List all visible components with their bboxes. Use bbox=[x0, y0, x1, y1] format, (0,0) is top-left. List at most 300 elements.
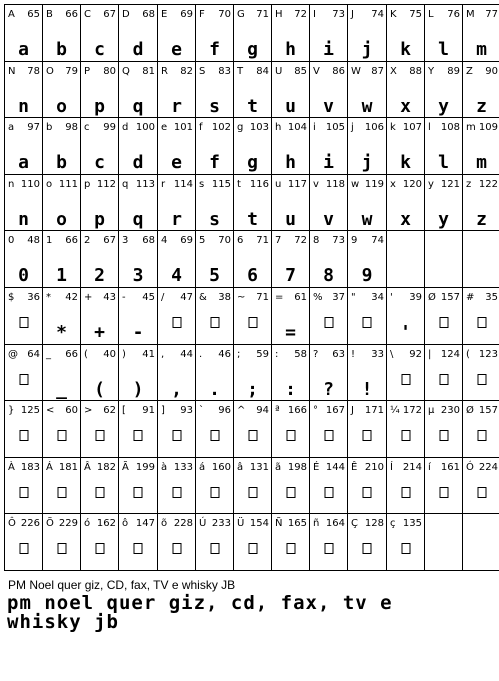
cell-char-label: Ñ bbox=[275, 518, 283, 529]
cell-glyph: z bbox=[476, 209, 487, 230]
glyph-cell bbox=[347, 400, 387, 458]
glyph-cell bbox=[347, 457, 387, 514]
missing-glyph-box bbox=[134, 487, 143, 498]
cell-char-label: ~ bbox=[237, 292, 246, 303]
cell-glyph: p bbox=[94, 209, 105, 230]
cell-code-label: 64 bbox=[27, 349, 40, 360]
cell-code-label: 89 bbox=[447, 66, 460, 77]
glyph-cell bbox=[4, 174, 43, 231]
cell-glyph: 9 bbox=[361, 265, 373, 286]
cell-char-label: _ bbox=[46, 349, 51, 360]
cell-glyph: j bbox=[361, 152, 373, 173]
cell-code-label: 106 bbox=[364, 122, 384, 133]
cell-char-label: " bbox=[351, 292, 356, 303]
cell-glyph: z bbox=[476, 96, 487, 117]
missing-glyph-box bbox=[57, 487, 66, 498]
glyph-cell bbox=[233, 174, 272, 231]
glyph-cell bbox=[386, 457, 425, 514]
cell-char-label: 5 bbox=[199, 235, 206, 246]
cell-code-label: 199 bbox=[135, 462, 155, 473]
glyph-cell bbox=[118, 230, 158, 288]
cell-char-label: ã bbox=[275, 462, 282, 473]
missing-glyph-box bbox=[210, 317, 219, 328]
cell-char-label: W bbox=[351, 66, 361, 77]
missing-glyph-box bbox=[286, 487, 295, 498]
cell-char-label: e bbox=[161, 122, 168, 133]
cell-glyph: + bbox=[94, 322, 105, 343]
cell-char-label: P bbox=[84, 66, 91, 77]
cell-glyph: q bbox=[132, 96, 144, 117]
cell-code-label: 66 bbox=[65, 235, 78, 246]
glyph-cell bbox=[118, 287, 158, 345]
cell-code-label: 77 bbox=[485, 9, 498, 20]
glyph-cell bbox=[233, 4, 272, 62]
cell-glyph: 6 bbox=[247, 265, 258, 286]
cell-code-label: 65 bbox=[27, 9, 40, 20]
glyph-cell bbox=[386, 344, 425, 401]
glyph-cell bbox=[462, 61, 499, 118]
cell-char-label: # bbox=[466, 292, 475, 303]
cell-char-label: 2 bbox=[84, 235, 91, 246]
cell-code-label: 131 bbox=[249, 462, 269, 473]
cell-char-label: Ô bbox=[8, 518, 16, 529]
cell-char-label: k bbox=[390, 122, 396, 133]
cell-glyph: ; bbox=[247, 379, 258, 400]
cell-char-label: ] bbox=[161, 405, 165, 416]
cell-code-label: 59 bbox=[256, 349, 269, 360]
missing-glyph-box bbox=[248, 543, 257, 554]
cell-code-label: 198 bbox=[287, 462, 307, 473]
glyph-cell bbox=[118, 457, 158, 514]
cell-glyph: ' bbox=[400, 322, 411, 343]
glyph-cell bbox=[4, 287, 43, 345]
missing-glyph-box bbox=[439, 374, 448, 385]
cell-code-label: 71 bbox=[256, 292, 269, 303]
cell-code-label: 69 bbox=[180, 9, 193, 20]
glyph-cell bbox=[309, 174, 348, 231]
cell-char-label: S bbox=[199, 66, 206, 77]
glyph-cell bbox=[4, 457, 43, 514]
cell-char-label: ( bbox=[84, 349, 88, 360]
cell-code-label: 76 bbox=[447, 9, 460, 20]
missing-glyph-box bbox=[19, 543, 28, 554]
cell-char-label: p bbox=[84, 179, 91, 190]
cell-glyph: f bbox=[209, 39, 220, 60]
cell-char-label: J bbox=[351, 405, 354, 416]
glyph-cell bbox=[347, 230, 387, 288]
cell-char-label: Y bbox=[428, 66, 435, 77]
missing-glyph-box bbox=[324, 543, 333, 554]
cell-code-label: 94 bbox=[256, 405, 269, 416]
cell-char-label: O bbox=[46, 66, 54, 77]
cell-code-label: 66 bbox=[65, 9, 78, 20]
glyph-cell bbox=[271, 287, 310, 345]
glyph-cell bbox=[157, 457, 196, 514]
cell-code-label: 72 bbox=[294, 235, 307, 246]
cell-code-label: 67 bbox=[103, 9, 116, 20]
cell-char-label: 1 bbox=[46, 235, 53, 246]
missing-glyph-box bbox=[172, 430, 181, 441]
cell-glyph: a bbox=[18, 152, 29, 173]
cell-glyph: i bbox=[323, 39, 334, 60]
cell-char-label: 0 bbox=[8, 235, 15, 246]
cell-code-label: 108 bbox=[440, 122, 460, 133]
cell-code-label: 58 bbox=[294, 349, 307, 360]
cell-glyph: = bbox=[285, 322, 296, 343]
missing-glyph-box bbox=[95, 543, 104, 554]
cell-code-label: 226 bbox=[20, 518, 40, 529]
cell-code-label: 116 bbox=[249, 179, 269, 190]
cell-char-label: A bbox=[8, 9, 15, 20]
cell-char-label: m bbox=[466, 122, 476, 133]
cell-code-label: 124 bbox=[440, 349, 460, 360]
cell-code-label: 75 bbox=[409, 9, 422, 20]
sample-caption: PM Noel quer giz, CD, fax, TV e whisky JB bbox=[8, 578, 236, 592]
cell-code-label: 73 bbox=[332, 9, 345, 20]
missing-glyph-box bbox=[363, 487, 372, 498]
glyph-cell bbox=[195, 61, 234, 118]
cell-code-label: 171 bbox=[364, 405, 384, 416]
cell-char-label: Ø bbox=[466, 405, 474, 416]
cell-char-label: Í bbox=[390, 462, 393, 473]
cell-char-label: G bbox=[237, 9, 245, 20]
glyph-cell bbox=[233, 117, 272, 175]
cell-glyph: ( bbox=[94, 379, 105, 400]
glyph-cell bbox=[233, 513, 272, 571]
cell-code-label: 119 bbox=[364, 179, 384, 190]
glyph-cell bbox=[424, 344, 463, 401]
missing-glyph-box bbox=[19, 487, 28, 498]
cell-char-label: µ bbox=[428, 405, 435, 416]
cell-char-label: L bbox=[428, 9, 434, 20]
cell-char-label: f bbox=[199, 122, 203, 133]
glyph-cell bbox=[4, 4, 43, 62]
cell-code-label: 60 bbox=[65, 405, 78, 416]
cell-code-label: 104 bbox=[287, 122, 307, 133]
glyph-cell bbox=[424, 230, 463, 288]
cell-code-label: 93 bbox=[180, 405, 193, 416]
glyph-cell bbox=[80, 4, 119, 62]
glyph-cell bbox=[424, 4, 463, 62]
cell-code-label: 72 bbox=[294, 9, 307, 20]
cell-char-label: Ã bbox=[122, 462, 129, 473]
cell-char-label: > bbox=[84, 405, 93, 416]
cell-char-label: K bbox=[390, 9, 397, 20]
glyph-cell bbox=[42, 174, 81, 231]
missing-glyph-box bbox=[172, 543, 181, 554]
cell-code-label: 84 bbox=[256, 66, 269, 77]
glyph-cell bbox=[80, 61, 119, 118]
cell-char-label: F bbox=[199, 9, 205, 20]
cell-code-label: 35 bbox=[485, 292, 498, 303]
glyph-cell bbox=[309, 344, 348, 401]
cell-code-label: 154 bbox=[249, 518, 269, 529]
cell-char-label: a bbox=[8, 122, 15, 133]
cell-char-label: g bbox=[237, 122, 244, 133]
cell-char-label: d bbox=[122, 122, 129, 133]
glyph-cell bbox=[462, 400, 499, 458]
glyph-cell bbox=[386, 174, 425, 231]
cell-glyph: c bbox=[94, 152, 105, 173]
cell-char-label: C bbox=[84, 9, 91, 20]
cell-char-label: ' bbox=[390, 292, 393, 303]
cell-code-label: 107 bbox=[402, 122, 422, 133]
cell-char-label: w bbox=[351, 179, 360, 190]
missing-glyph-box bbox=[210, 430, 219, 441]
cell-code-label: 71 bbox=[256, 9, 269, 20]
cell-char-label: @ bbox=[8, 349, 18, 360]
cell-char-label: } bbox=[8, 405, 15, 416]
cell-code-label: 118 bbox=[325, 179, 345, 190]
cell-code-label: 103 bbox=[249, 122, 269, 133]
cell-char-label: T bbox=[237, 66, 244, 77]
missing-glyph-box bbox=[401, 487, 410, 498]
glyph-cell bbox=[271, 230, 310, 288]
cell-code-label: 70 bbox=[218, 9, 231, 20]
glyph-cell bbox=[4, 400, 43, 458]
cell-code-label: 44 bbox=[180, 349, 193, 360]
cell-char-label: ª bbox=[275, 405, 280, 416]
cell-glyph: l bbox=[438, 152, 449, 173]
glyph-cell bbox=[347, 287, 387, 345]
glyph-cell bbox=[386, 287, 425, 345]
glyph-cell bbox=[309, 457, 348, 514]
cell-glyph: h bbox=[285, 39, 296, 60]
missing-glyph-box bbox=[477, 487, 486, 498]
cell-glyph: r bbox=[171, 96, 182, 117]
cell-char-label: - bbox=[122, 292, 126, 303]
missing-glyph-box bbox=[210, 487, 219, 498]
glyph-cell bbox=[118, 344, 158, 401]
glyph-cell bbox=[347, 513, 387, 571]
cell-char-label: ¼ bbox=[390, 405, 400, 416]
cell-code-label: 210 bbox=[364, 462, 384, 473]
cell-char-label: c bbox=[84, 122, 90, 133]
glyph-cell bbox=[157, 344, 196, 401]
glyph-cell bbox=[118, 4, 158, 62]
cell-code-label: 144 bbox=[325, 462, 345, 473]
glyph-cell bbox=[4, 513, 43, 571]
cell-char-label: \ bbox=[390, 349, 394, 360]
missing-glyph-box bbox=[95, 487, 104, 498]
cell-char-label: 9 bbox=[351, 235, 358, 246]
cell-glyph: k bbox=[400, 39, 411, 60]
cell-code-label: 99 bbox=[103, 122, 116, 133]
cell-glyph: m bbox=[476, 39, 487, 60]
cell-glyph: b bbox=[56, 39, 67, 60]
cell-char-label: ( bbox=[466, 349, 470, 360]
cell-char-label: É bbox=[313, 462, 320, 473]
glyph-cell bbox=[157, 117, 196, 175]
cell-glyph: g bbox=[247, 152, 258, 173]
cell-char-label: M bbox=[466, 9, 475, 20]
sample-render: pm noel quer giz, cd, fax, tv e whisky jb bbox=[7, 592, 393, 633]
glyph-cell bbox=[233, 230, 272, 288]
cell-char-label: E bbox=[161, 9, 168, 20]
glyph-cell bbox=[4, 230, 43, 288]
glyph-cell bbox=[4, 61, 43, 118]
missing-glyph-box bbox=[57, 430, 66, 441]
glyph-cell bbox=[271, 117, 310, 175]
glyph-cell bbox=[118, 174, 158, 231]
glyph-cell bbox=[386, 230, 425, 288]
cell-code-label: 181 bbox=[58, 462, 78, 473]
cell-glyph: ! bbox=[361, 379, 373, 400]
glyph-cell bbox=[195, 400, 234, 458]
cell-code-label: 46 bbox=[218, 349, 231, 360]
cell-code-label: 70 bbox=[218, 235, 231, 246]
missing-glyph-box bbox=[248, 317, 257, 328]
cell-code-label: 47 bbox=[180, 292, 193, 303]
missing-glyph-box bbox=[19, 430, 28, 441]
glyph-cell bbox=[271, 174, 310, 231]
cell-code-label: 81 bbox=[142, 66, 155, 77]
cell-char-label: Ø bbox=[428, 292, 436, 303]
cell-code-label: 40 bbox=[103, 349, 116, 360]
cell-char-label: ^ bbox=[237, 405, 246, 416]
glyph-cell bbox=[271, 457, 310, 514]
cell-char-label: + bbox=[84, 292, 93, 303]
missing-glyph-box bbox=[19, 317, 28, 328]
cell-glyph: 1 bbox=[56, 265, 67, 286]
cell-glyph: f bbox=[209, 152, 220, 173]
glyph-cell bbox=[347, 117, 387, 175]
cell-char-label: À bbox=[8, 462, 15, 473]
glyph-cell bbox=[118, 513, 158, 571]
cell-char-label: l bbox=[428, 122, 431, 133]
cell-code-label: 87 bbox=[371, 66, 384, 77]
glyph-cell bbox=[386, 400, 425, 458]
cell-glyph: m bbox=[476, 152, 487, 173]
cell-glyph: l bbox=[438, 39, 449, 60]
cell-glyph: n bbox=[18, 209, 29, 230]
cell-char-label: B bbox=[46, 9, 53, 20]
cell-code-label: 63 bbox=[332, 349, 345, 360]
glyph-cell bbox=[271, 61, 310, 118]
glyph-cell bbox=[80, 287, 119, 345]
glyph-cell bbox=[309, 61, 348, 118]
missing-glyph-box bbox=[248, 430, 257, 441]
cell-glyph: u bbox=[285, 96, 296, 117]
cell-code-label: 33 bbox=[371, 349, 384, 360]
glyph-cell bbox=[118, 61, 158, 118]
glyph-cell bbox=[462, 457, 499, 514]
glyph-cell bbox=[80, 344, 119, 401]
cell-char-label: n bbox=[8, 179, 15, 190]
cell-code-label: 110 bbox=[20, 179, 40, 190]
cell-char-label: Ê bbox=[351, 462, 358, 473]
glyph-cell bbox=[462, 287, 499, 345]
cell-char-label: . bbox=[199, 349, 203, 360]
glyph-cell bbox=[309, 287, 348, 345]
cell-glyph: c bbox=[94, 39, 105, 60]
glyph-cell bbox=[195, 4, 234, 62]
cell-code-label: 228 bbox=[173, 518, 193, 529]
missing-glyph-box bbox=[439, 317, 448, 328]
cell-glyph: o bbox=[56, 209, 67, 230]
glyph-cell bbox=[80, 513, 119, 571]
cell-code-label: 68 bbox=[142, 9, 155, 20]
glyph-cell bbox=[233, 400, 272, 458]
cell-code-label: 112 bbox=[96, 179, 116, 190]
missing-glyph-box bbox=[439, 487, 448, 498]
cell-glyph: p bbox=[94, 96, 105, 117]
cell-char-label: õ bbox=[161, 518, 168, 529]
cell-glyph: w bbox=[361, 96, 373, 117]
cell-code-label: 43 bbox=[103, 292, 116, 303]
cell-code-label: 83 bbox=[218, 66, 231, 77]
missing-glyph-box bbox=[134, 430, 143, 441]
cell-code-label: 117 bbox=[287, 179, 307, 190]
cell-code-label: 78 bbox=[27, 66, 40, 77]
cell-code-label: 100 bbox=[135, 122, 155, 133]
cell-glyph: y bbox=[438, 209, 449, 230]
cell-code-label: 120 bbox=[402, 179, 422, 190]
cell-code-label: 162 bbox=[96, 518, 116, 529]
glyph-cell bbox=[157, 230, 196, 288]
cell-char-label: Ü bbox=[237, 518, 245, 529]
cell-code-label: 133 bbox=[173, 462, 193, 473]
missing-glyph-box bbox=[477, 317, 486, 328]
missing-glyph-box bbox=[401, 374, 410, 385]
cell-char-label: ! bbox=[351, 349, 356, 360]
glyph-cell bbox=[386, 513, 425, 571]
glyph-cell bbox=[157, 400, 196, 458]
cell-glyph: h bbox=[285, 152, 296, 173]
cell-code-label: 96 bbox=[218, 405, 231, 416]
cell-char-label: X bbox=[390, 66, 397, 77]
cell-char-label: à bbox=[161, 462, 168, 473]
missing-glyph-box bbox=[401, 430, 410, 441]
glyph-cell bbox=[233, 344, 272, 401]
glyph-cell bbox=[424, 513, 463, 571]
glyph-cell bbox=[4, 344, 43, 401]
cell-code-label: 113 bbox=[135, 179, 155, 190]
glyph-cell bbox=[195, 457, 234, 514]
cell-code-label: 233 bbox=[211, 518, 231, 529]
cell-char-label: ç bbox=[390, 518, 396, 529]
cell-char-label: i bbox=[313, 122, 316, 133]
cell-char-label: ô bbox=[122, 518, 129, 529]
glyph-cell bbox=[233, 61, 272, 118]
glyph-cell bbox=[462, 174, 499, 231]
cell-glyph: o bbox=[56, 96, 67, 117]
glyph-cell bbox=[42, 287, 81, 345]
glyph-cell bbox=[195, 287, 234, 345]
cell-char-label: 3 bbox=[122, 235, 129, 246]
cell-code-label: 128 bbox=[364, 518, 384, 529]
cell-char-label: [ bbox=[122, 405, 126, 416]
glyph-cell bbox=[42, 513, 81, 571]
cell-code-label: 123 bbox=[478, 349, 498, 360]
cell-code-label: 74 bbox=[371, 235, 384, 246]
cell-code-label: 68 bbox=[142, 235, 155, 246]
cell-code-label: 182 bbox=[96, 462, 116, 473]
cell-code-label: 161 bbox=[440, 462, 460, 473]
cell-char-label: Á bbox=[46, 462, 53, 473]
cell-glyph: v bbox=[323, 96, 334, 117]
glyph-cell bbox=[309, 400, 348, 458]
cell-char-label: ; bbox=[237, 349, 241, 360]
glyph-cell bbox=[424, 61, 463, 118]
glyph-cell bbox=[4, 117, 43, 175]
cell-glyph: q bbox=[132, 209, 144, 230]
cell-glyph: ? bbox=[323, 379, 334, 400]
cell-glyph: ) bbox=[132, 379, 144, 400]
glyph-cell bbox=[157, 513, 196, 571]
cell-glyph: w bbox=[361, 209, 373, 230]
cell-code-label: 36 bbox=[27, 292, 40, 303]
